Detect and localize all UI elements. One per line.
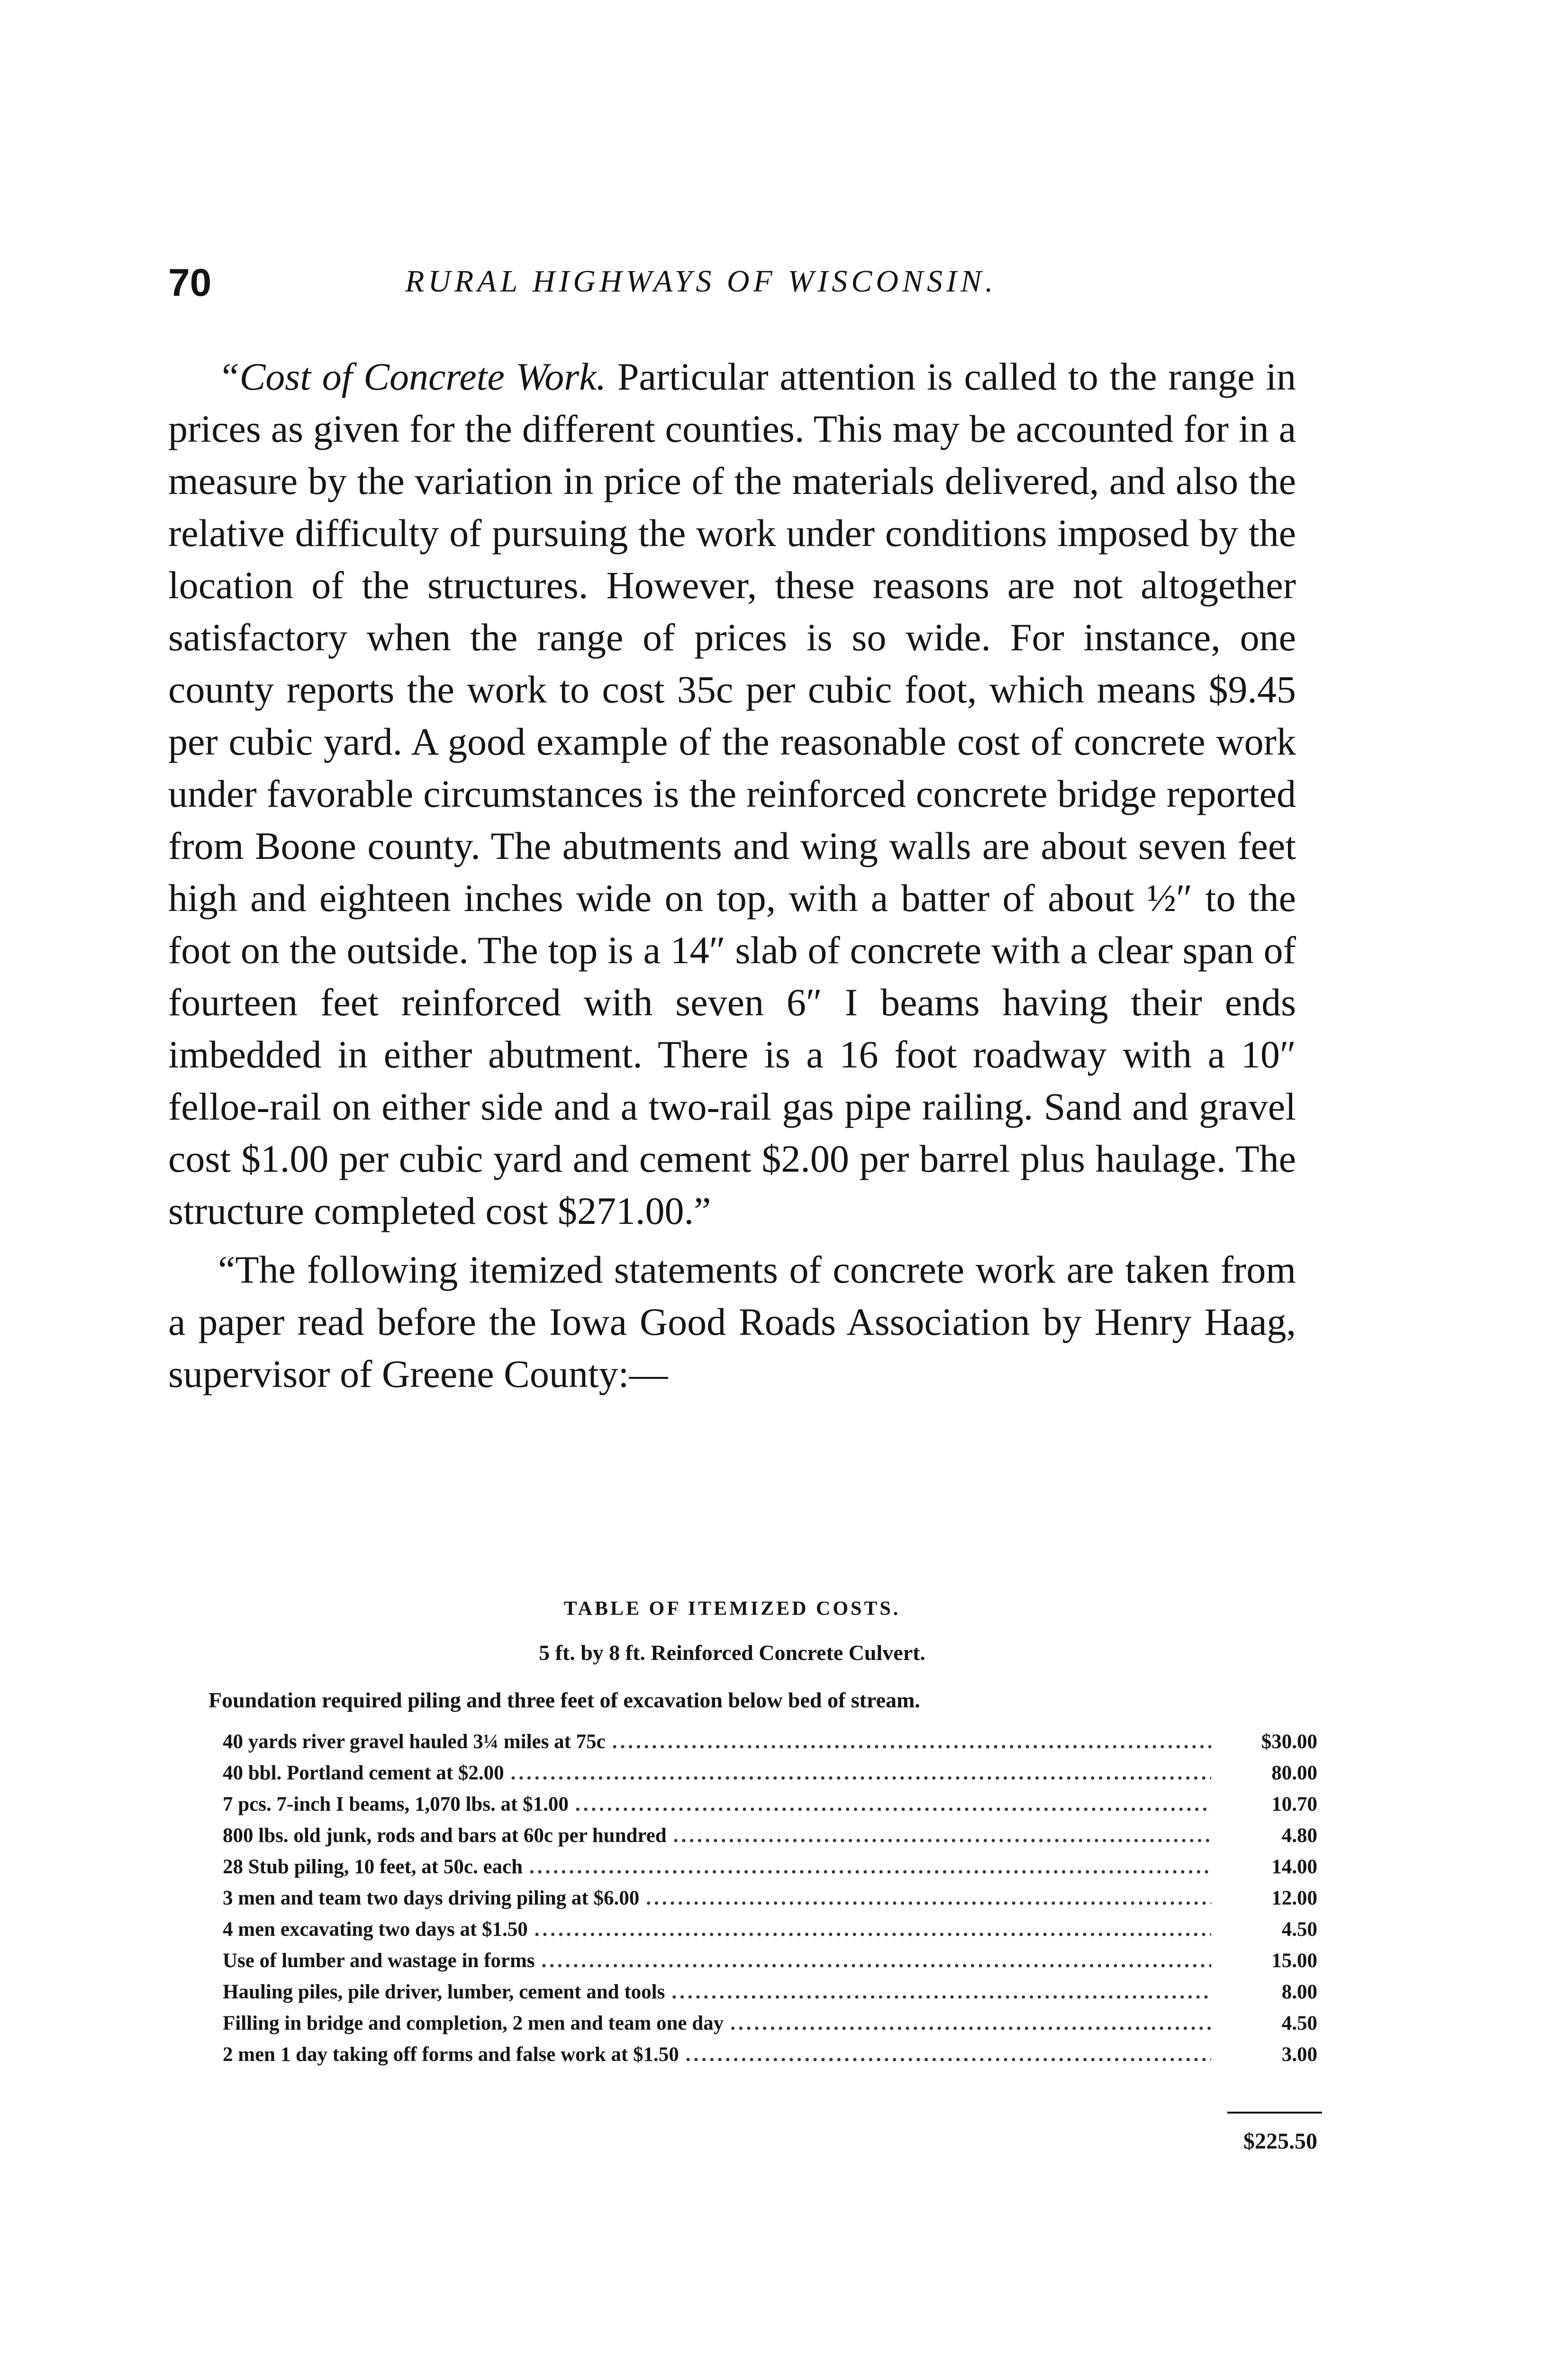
- cost-item: 4 men excavating two days at $1.50: [223, 1918, 528, 1941]
- body-text: [168, 351, 1296, 1407]
- table-note: Foundation required piling and three feet of excavation below bed of stream.: [208, 1688, 920, 1712]
- table-title: TABLE OF ITEMIZED COSTS.: [563, 1598, 901, 1620]
- paragraph-lead-phrase: “Cost of Concrete Work.: [218, 355, 607, 398]
- cost-row: [223, 1980, 1317, 2012]
- cost-amount: 12.00: [1271, 1887, 1317, 1909]
- cost-item: 28 Stub piling, 10 feet, at 50c. each: [223, 1856, 523, 1878]
- total-amount: $225.50: [1243, 2129, 1317, 2154]
- dot-leader: [646, 1887, 1211, 1910]
- cost-row: [223, 1887, 1317, 1918]
- dot-leader: [529, 1855, 1211, 1878]
- dot-leader: [511, 1761, 1211, 1785]
- cost-amount: 80.00: [1271, 1762, 1317, 1784]
- cost-amount: 14.00: [1271, 1856, 1317, 1878]
- page-header: [168, 261, 1400, 303]
- cost-amount: 4.50: [1281, 2012, 1317, 2034]
- cost-row: [223, 2043, 1317, 2074]
- dot-leader: [673, 1824, 1211, 1847]
- cost-item: 40 bbl. Portland cement at $2.00: [223, 1762, 504, 1784]
- cost-amount: 4.80: [1281, 1824, 1317, 1847]
- cost-item: 800 lbs. old junk, rods and bars at 60c per hundred: [223, 1824, 667, 1847]
- cost-row: [223, 1824, 1317, 1855]
- cost-amount: 8.00: [1281, 1981, 1317, 2003]
- total-rule: [1227, 2112, 1322, 2114]
- cost-row: [223, 2012, 1317, 2043]
- cost-item: Filling in bridge and completion, 2 men and team one day: [223, 2012, 724, 2034]
- paragraph-itemized-statements: “The following itemized statements of concrete work are taken from a paper read before the Iowa Good Roads Association by Henry Haag, supervisor of Greene County:—: [168, 1248, 1296, 1395]
- dot-leader: [542, 1949, 1211, 1972]
- itemized-cost-list: [223, 1730, 1317, 2074]
- paragraph-cost-of-concrete-work: [168, 351, 1296, 1237]
- cost-item: 2 men 1 day taking off forms and false work at $1.50: [223, 2043, 679, 2066]
- dot-leader: [730, 2012, 1211, 2035]
- dot-leader: [575, 1793, 1211, 1816]
- cost-amount: $30.00: [1261, 1731, 1317, 1753]
- dot-leader: [671, 1980, 1211, 2004]
- page-number: 70: [168, 261, 212, 304]
- cost-item: Hauling piles, pile driver, lumber, cement and tools: [223, 1981, 665, 2003]
- cost-item: 3 men and team two days driving piling at $6.00: [223, 1887, 640, 1909]
- cost-row: [223, 1761, 1317, 1793]
- cost-row: [223, 1949, 1317, 1980]
- running-head: RURAL HIGHWAYS OF WISCONSIN.: [405, 264, 997, 299]
- cost-row: [223, 1855, 1317, 1887]
- cost-amount: 4.50: [1281, 1918, 1317, 1941]
- cost-row: [223, 1730, 1317, 1761]
- cost-amount: 10.70: [1271, 1793, 1317, 1815]
- cost-row: [223, 1793, 1317, 1824]
- dot-leader: [686, 2043, 1211, 2066]
- table-subtitle: 5 ft. by 8 ft. Reinforced Concrete Culvert.: [539, 1641, 925, 1665]
- dot-leader: [612, 1730, 1211, 1753]
- cost-amount: 3.00: [1281, 2043, 1317, 2066]
- cost-item: 40 yards river gravel hauled 3¼ miles at 75c: [223, 1731, 606, 1753]
- dot-leader: [535, 1918, 1211, 1941]
- cost-item: Use of lumber and wastage in forms: [223, 1950, 535, 1972]
- cost-item: 7 pcs. 7-inch I beams, 1,070 lbs. at $1.00: [223, 1793, 569, 1815]
- cost-row: [223, 1918, 1317, 1949]
- paragraph-body: Particular attention is called to the range in prices as given for the different counties. This may be accounted for in a measure by the variation in price of the materials delivered, and also the relative difficulty of pursuing the work under conditions imposed by the location of the structures. However, these reasons are not altogether satisfactory when the range of prices is so wide. For instance, one county reports the work to cost 35c per cubic foot, which means $9.45 per cubic yard. A good example of the reasonable cost of concrete work under favorable circumstances is the reinforced concrete bridge reported from Boone county. The abutments and wing walls are about seven feet high and eighteen inches wide on top, with a batter of about ½″ to the foot on the outside. The top is a 14″ slab of concrete with a clear span of fourteen feet reinforced with seven 6″ I beams having their ends imbedded in either abutment. There is a 16 foot roadway with a 10″ felloe-rail on either side and a two-rail gas pipe railing. Sand and gravel cost $1.00 per cubic yard and cement $2.00 per barrel plus haulage. The structure completed cost $271.00.”: [168, 355, 1296, 1232]
- cost-amount: 15.00: [1271, 1950, 1317, 1972]
